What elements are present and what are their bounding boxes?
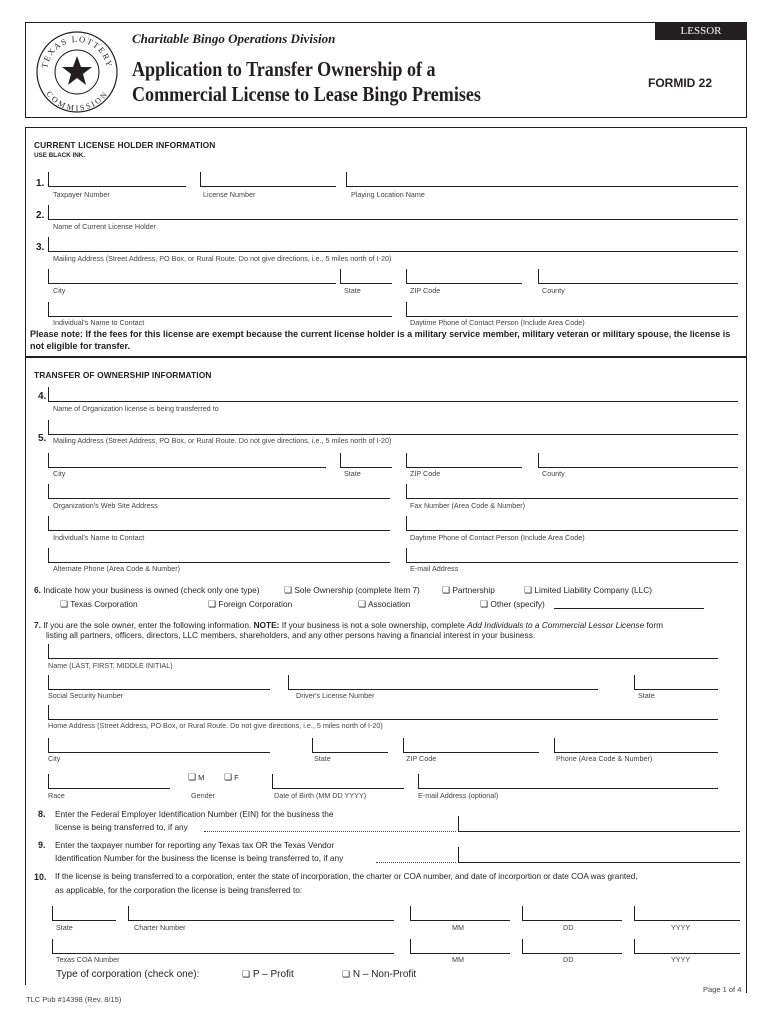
- checkbox-icon[interactable]: ❏: [224, 772, 233, 782]
- org-fax-field[interactable]: [406, 484, 738, 499]
- item-number-1: 1.: [36, 178, 45, 189]
- nonprofit-option[interactable]: [342, 969, 416, 980]
- ein-dot-leader: [204, 831, 456, 832]
- coa-yyyy-label: YYYY: [671, 955, 691, 964]
- drivers-license-label: Driver's License Number: [296, 691, 375, 700]
- item-number-3: 3.: [36, 242, 45, 253]
- org-state-label: State: [344, 469, 361, 478]
- org-city-field[interactable]: [48, 453, 326, 468]
- item-number-10: 10.: [34, 872, 47, 882]
- zip-label: ZIP Code: [410, 286, 441, 295]
- other-specify-field[interactable]: [554, 608, 704, 609]
- mailing-address-label: Mailing Address (Street Address, PO Box, or Rural Route. Do not give directions, i.e., 5 miles north of I-20): [53, 254, 392, 263]
- org-fax-label: Fax Number (Area Code & Number): [410, 501, 526, 510]
- corp-state-field[interactable]: [52, 906, 116, 921]
- charter-dd-field[interactable]: [522, 906, 622, 921]
- item-7-line-2: listing all partners, officers, directors, LLC members, shareholders, and any other persons having a financial interest in your business.: [46, 630, 536, 640]
- item-number-6: 6.: [34, 585, 41, 595]
- checkbox-icon[interactable]: ❏: [60, 599, 69, 609]
- owner-email-field[interactable]: [418, 774, 718, 789]
- male-label: M: [198, 773, 205, 782]
- license-number-label: License Number: [203, 190, 256, 199]
- q7-form-ref: Add Individuals to a Commercial Lessor License: [467, 620, 645, 630]
- item-number-9: 9.: [38, 840, 46, 850]
- taxpayer-number-field[interactable]: [48, 172, 186, 187]
- org-name-field[interactable]: [48, 387, 738, 402]
- profit-label: P – Profit: [252, 969, 294, 980]
- ein-question-line-2: license is being transferred to, if any: [55, 822, 188, 832]
- dl-state-label: State: [638, 691, 655, 700]
- charter-dd-label: DD: [563, 923, 574, 932]
- dob-label: Date of Birth (MM DD YYYY): [274, 791, 367, 800]
- q7-text-a: If you are the sole owner, enter the following information.: [43, 620, 252, 630]
- profit-option[interactable]: [242, 969, 294, 980]
- contact-name-label: Individual's Name to Contact: [53, 318, 145, 327]
- option-label: Partnership: [452, 585, 495, 595]
- ownership-question: Indicate how your business is owned (check only one type): [43, 585, 260, 595]
- race-label: Race: [48, 791, 65, 800]
- gender-male-option[interactable]: [188, 772, 204, 783]
- seal-bottom-text: COMMISSION: [44, 89, 110, 113]
- org-zip-field[interactable]: [406, 453, 522, 468]
- section-title: CURRENT LICENSE HOLDER INFORMATION: [34, 140, 216, 150]
- q7-text-c: form: [646, 620, 664, 630]
- county-field[interactable]: [538, 269, 738, 284]
- owner-city-label: City: [48, 754, 61, 763]
- playing-location-name-field[interactable]: [346, 172, 738, 187]
- item-number-2: 2.: [36, 210, 45, 221]
- county-label: County: [542, 286, 565, 295]
- current-holder-name-field[interactable]: [48, 205, 738, 220]
- pub-number: TLC Pub #14398 (Rev. 8/15): [26, 995, 122, 1004]
- checkbox-icon[interactable]: ❏: [342, 969, 351, 979]
- owner-zip-label: ZIP Code: [406, 754, 437, 763]
- home-address-label: Home Address (Street Address, PO Box, or Rural Route. Do not give directions, i.e., 5 miles north of I-20): [48, 721, 383, 730]
- coa-mm-label: MM: [452, 955, 464, 964]
- org-contact-name-field[interactable]: [48, 516, 390, 531]
- lessor-badge: LESSOR: [655, 22, 747, 40]
- owner-zip-field[interactable]: [403, 738, 539, 753]
- org-website-field[interactable]: [48, 484, 390, 499]
- military-note: Please note: If the fees for this license are exempt because the current license holder is a military service member, military veteran or military spouse, the license is not eligible for transfer.: [30, 329, 731, 351]
- owner-name-label: Name (LAST, FIRST, MIDDLE INITIAL): [48, 661, 173, 670]
- checkbox-icon[interactable]: ❏: [480, 599, 489, 609]
- gender-label: Gender: [191, 791, 215, 800]
- org-alt-phone-field[interactable]: [48, 548, 390, 563]
- org-county-label: County: [542, 469, 565, 478]
- ein-field[interactable]: [458, 816, 740, 832]
- checkbox-icon[interactable]: ❏: [284, 585, 293, 595]
- charter-mm-label: MM: [452, 923, 464, 932]
- charter-yyyy-field[interactable]: [634, 906, 740, 921]
- owner-name-field[interactable]: [48, 644, 718, 659]
- zip-field[interactable]: [406, 269, 522, 284]
- org-website-label: Organization's Web Site Address: [53, 501, 158, 510]
- corp-state-label: State: [56, 923, 73, 932]
- state-label: State: [344, 286, 361, 295]
- checkbox-icon[interactable]: ❏: [188, 772, 197, 782]
- nonprofit-label: N – Non-Profit: [352, 969, 417, 980]
- option-label: Other (specify): [490, 599, 545, 609]
- option-label: Sole Ownership (complete Item 7): [294, 585, 420, 595]
- current-license-holder-section: [25, 127, 747, 357]
- org-alt-phone-label: Alternate Phone (Area Code & Number): [53, 564, 181, 573]
- coa-dd-label: DD: [563, 955, 574, 964]
- taxpayer-question-line-1: Enter the taxpayer number for reporting any Texas tax OR the Texas Vendor: [55, 840, 335, 850]
- org-mailing-address-label: Mailing Address (Street Address, PO Box, or Rural Route. Do not give directions, i.e., 5 miles north of I-20): [53, 436, 392, 445]
- daytime-phone-field[interactable]: [406, 302, 738, 317]
- option-llc[interactable]: [524, 585, 652, 596]
- charter-yyyy-label: YYYY: [671, 923, 691, 932]
- taxpayer-dot-leader: [376, 862, 456, 863]
- checkbox-icon[interactable]: ❏: [442, 585, 451, 595]
- city-field[interactable]: [48, 269, 336, 284]
- new-taxpayer-number-field[interactable]: [458, 847, 740, 863]
- option-label: Foreign Corporation: [218, 599, 293, 609]
- daytime-phone-label: Daytime Phone of Contact Person (Include Area Code): [410, 318, 585, 327]
- org-email-label: E-mail Address: [410, 564, 459, 573]
- option-partnership[interactable]: [442, 585, 495, 596]
- gender-female-option[interactable]: [224, 772, 239, 783]
- form-id: FORMID 22: [648, 76, 713, 90]
- page-number: Page 1 of 4: [703, 985, 742, 994]
- texas-lottery-seal-icon: [34, 29, 120, 115]
- coa-mm-field[interactable]: [410, 939, 510, 954]
- org-mailing-address-field[interactable]: [48, 420, 738, 435]
- option-label: Texas Corporation: [70, 599, 138, 609]
- corp-question-line-1: If the license is being transferred to a corporation, enter the state of incorporation, the charter or COA number, and date of incorportion or date COA was granted,: [55, 872, 638, 881]
- owner-email-label: E-mail Address (optional): [418, 791, 499, 800]
- checkbox-icon[interactable]: ❏: [208, 599, 217, 609]
- license-number-field[interactable]: [200, 172, 336, 187]
- division-name: Charitable Bingo Operations Division: [132, 31, 336, 46]
- coa-number-field[interactable]: [52, 939, 394, 954]
- ssn-label: Social Security Number: [48, 691, 124, 700]
- option-foreign-corporation[interactable]: [208, 599, 292, 610]
- form-header: [25, 22, 747, 118]
- org-name-label: Name of Organization license is being transferred to: [53, 404, 219, 413]
- option-label: Association: [367, 599, 411, 609]
- corp-type-label: Type of corporation (check one):: [56, 969, 200, 980]
- coa-dd-field[interactable]: [522, 939, 622, 954]
- item-7-line-1: [34, 620, 663, 630]
- charter-mm-field[interactable]: [410, 906, 510, 921]
- org-zip-label: ZIP Code: [410, 469, 441, 478]
- current-holder-name-label: Name of Current License Holder: [53, 222, 157, 231]
- corp-question-line-2: as applicable, for the corporation the license is being transferred to:: [55, 885, 303, 895]
- playing-location-name-label: Playing Location Name: [351, 190, 425, 199]
- charter-number-label: Charter Number: [134, 923, 186, 932]
- owner-phone-field[interactable]: [554, 738, 718, 753]
- q7-text-b: If your business is not a sole ownership, complete: [281, 620, 465, 630]
- dob-field[interactable]: [272, 774, 404, 789]
- org-city-label: City: [53, 469, 66, 478]
- svg-text:COMMISSION: [44, 89, 109, 112]
- option-other[interactable]: [480, 599, 545, 610]
- checkbox-icon[interactable]: ❏: [358, 599, 367, 609]
- ein-question-line-1: Enter the Federal Employer Identification Number (EIN) for the business the: [55, 809, 334, 819]
- taxpayer-number-label: Taxpayer Number: [53, 190, 110, 199]
- item-number-5: 5.: [38, 433, 47, 444]
- female-label: F: [234, 773, 239, 782]
- border-right-tail: [746, 985, 747, 993]
- item-6-text: [34, 585, 260, 595]
- form-title: [132, 57, 481, 107]
- home-address-field[interactable]: [48, 705, 718, 720]
- option-association[interactable]: [358, 599, 410, 610]
- option-texas-corporation[interactable]: [60, 599, 138, 610]
- org-daytime-phone-field[interactable]: [406, 516, 738, 531]
- coa-number-label: Texas COA Number: [56, 955, 120, 964]
- contact-name-field[interactable]: [48, 302, 392, 317]
- state-field[interactable]: [340, 269, 392, 284]
- q7-note-word: NOTE:: [253, 620, 280, 630]
- section-title-2: TRANSFER OF OWNERSHIP INFORMATION: [34, 370, 212, 380]
- checkbox-icon[interactable]: ❏: [242, 969, 251, 979]
- section-subtitle: USE BLACK INK.: [34, 152, 86, 159]
- owner-city-field[interactable]: [48, 738, 270, 753]
- item-number-7: 7.: [34, 620, 41, 630]
- owner-state-label: State: [314, 754, 331, 763]
- item-number-8: 8.: [38, 809, 46, 819]
- taxpayer-question-line-2: Identification Number for the business the license is being transferred to, if any: [55, 853, 344, 863]
- seal-top-text: TEXAS LOTTERY: [39, 33, 115, 70]
- drivers-license-field[interactable]: [288, 675, 598, 690]
- title-line-2: Commercial License to Lease Bingo Premises: [132, 82, 481, 106]
- owner-phone-label: Phone (Area Code & Number): [556, 754, 653, 763]
- option-sole-ownership[interactable]: [284, 585, 420, 596]
- org-county-field[interactable]: [538, 453, 738, 468]
- coa-yyyy-field[interactable]: [634, 939, 740, 954]
- org-email-field[interactable]: [406, 548, 738, 563]
- checkbox-icon[interactable]: ❏: [524, 585, 533, 595]
- transfer-ownership-section: [25, 357, 747, 985]
- org-state-field[interactable]: [340, 453, 392, 468]
- option-label: Limited Liability Company (LLC): [534, 585, 652, 595]
- city-label: City: [53, 286, 66, 295]
- owner-state-field[interactable]: [312, 738, 388, 753]
- mailing-address-field[interactable]: [48, 237, 738, 252]
- dl-state-field[interactable]: [634, 675, 718, 690]
- charter-number-field[interactable]: [128, 906, 394, 921]
- item-number-4: 4.: [38, 391, 47, 402]
- race-field[interactable]: [48, 774, 170, 789]
- org-daytime-phone-label: Daytime Phone of Contact Person (Include Area Code): [410, 533, 585, 542]
- org-contact-name-label: Individual's Name to Contact: [53, 533, 145, 542]
- title-line-1: Application to Transfer Ownership of a: [132, 57, 436, 81]
- ssn-field[interactable]: [48, 675, 270, 690]
